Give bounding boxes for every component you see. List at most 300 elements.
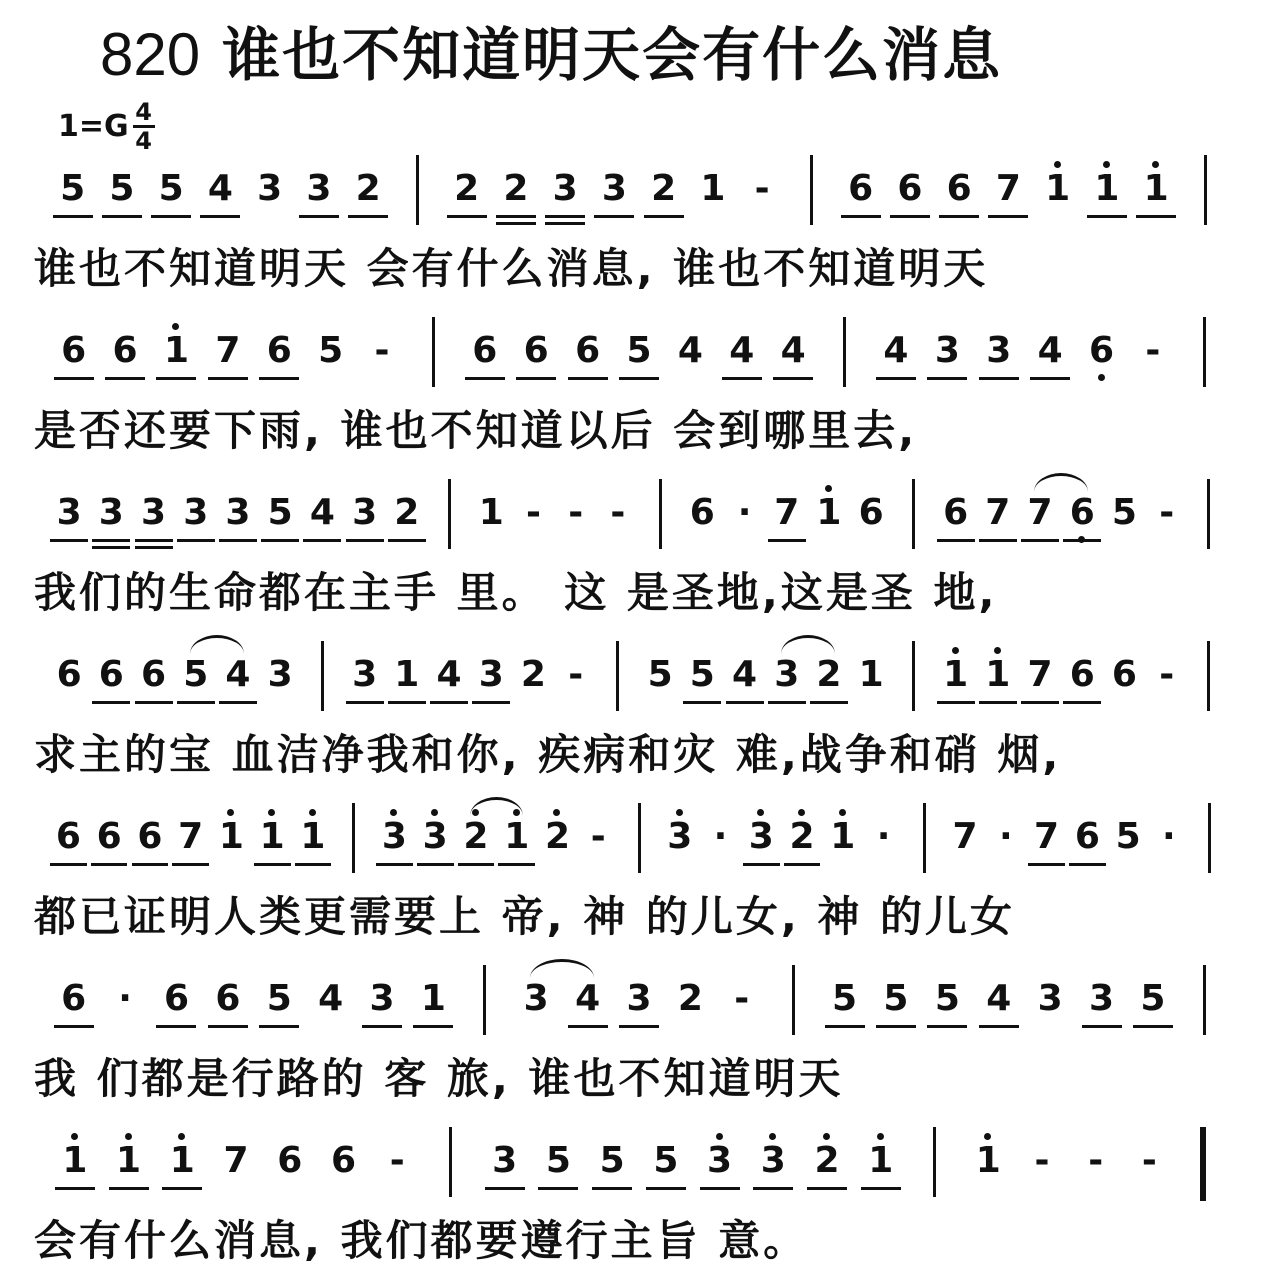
augmentation-dot: [105, 979, 145, 1019]
underline-eighth: [1136, 215, 1176, 218]
final-barline: [1200, 1127, 1206, 1201]
lyric-line: 我们的生命都在主手 里。 这 是圣地,这是圣 地,: [34, 568, 998, 617]
note-digit: 7: [985, 492, 1011, 533]
note-digit: 6: [472, 330, 498, 371]
song-title-text: 谁也不知道明天会有什么消息: [222, 21, 1003, 89]
dash: [1147, 493, 1187, 533]
underline-eighth: [516, 377, 556, 380]
note: [252, 817, 292, 857]
note-digit: 7: [223, 1140, 249, 1181]
underline-eighth: [743, 863, 780, 866]
barline: [659, 479, 662, 549]
octave-up-dot: [877, 1133, 884, 1140]
note: [49, 655, 89, 695]
octave-up-dot: [798, 809, 805, 816]
underline-eighth: [1021, 539, 1059, 542]
note-digit: 3: [492, 1140, 518, 1181]
octave-up-dot: [431, 809, 438, 816]
note: [809, 655, 849, 695]
note: [89, 817, 129, 857]
time-signature: [133, 97, 155, 155]
dash: [1076, 1141, 1116, 1181]
dash: [1129, 1141, 1169, 1181]
note-digit: 7: [215, 330, 241, 371]
note-digit: 5: [545, 1140, 571, 1181]
barline: [616, 641, 619, 711]
note-digit: 3: [98, 492, 124, 533]
note-digit: ·: [713, 816, 728, 857]
note-digit: 1: [1094, 168, 1120, 209]
note-digit: 6: [277, 1140, 303, 1181]
note: [387, 655, 427, 695]
underline-eighth: [50, 539, 88, 542]
octave-up-dot: [1152, 161, 1159, 168]
barline: [432, 317, 435, 387]
note: [988, 169, 1028, 209]
note-digit: 7: [1027, 654, 1053, 695]
note-digit: 1: [816, 492, 842, 533]
notation-line: [0, 317, 1280, 397]
note: [109, 1141, 149, 1181]
note: [1082, 979, 1122, 1019]
barline: [1203, 317, 1206, 387]
notation-line: [0, 803, 1280, 883]
augmentation-dot: [1149, 817, 1189, 857]
note: [496, 169, 536, 209]
note-digit: 6: [61, 330, 87, 371]
note-digit: 3: [626, 978, 652, 1019]
underline-eighth: [92, 701, 130, 704]
note-digit: 4: [986, 978, 1012, 1019]
note: [594, 169, 634, 209]
note-digit: 2: [520, 654, 546, 695]
note: [48, 817, 88, 857]
underline-eighth: [568, 1025, 608, 1028]
notation-line: [0, 479, 1280, 559]
underline-eighth: [162, 1187, 202, 1190]
note-digit: 6: [137, 816, 163, 857]
note: [725, 655, 765, 695]
slur-arc: [470, 797, 523, 816]
note-digit: ·: [1162, 816, 1176, 857]
note-digit: 5: [599, 1140, 625, 1181]
underline-eighth: [135, 539, 173, 542]
lyric-line: 会有什么消息, 我们都要遵行主旨 意。: [34, 1216, 809, 1265]
note-digit: 1: [858, 654, 884, 695]
note: [644, 169, 684, 209]
note: [156, 331, 196, 371]
underline-eighth: [430, 701, 468, 704]
note-digit: -: [568, 492, 584, 533]
note: [767, 493, 807, 533]
note-digit: 1: [830, 816, 856, 857]
underline-eighth: [876, 1025, 916, 1028]
note-digit: 1: [985, 654, 1011, 695]
note: [851, 493, 891, 533]
note: [485, 1141, 525, 1181]
barline: [912, 641, 915, 711]
augmentation-dot: [864, 817, 904, 857]
note-digit: 3: [183, 492, 209, 533]
underline-eighth: [592, 1187, 632, 1190]
note: [640, 655, 680, 695]
note: [134, 493, 174, 533]
note: [978, 493, 1018, 533]
note: [1038, 169, 1078, 209]
note: [592, 1141, 632, 1181]
score-system: [0, 803, 1280, 953]
note-digit: 6: [112, 330, 138, 371]
octave-down-dot: [1098, 374, 1105, 381]
note: [568, 979, 608, 1019]
note: [447, 169, 487, 209]
underline-eighth: [465, 377, 505, 380]
note: [660, 817, 700, 857]
note-digit: 3: [267, 654, 293, 695]
underline-eighth: [303, 539, 341, 542]
note-digit: 6: [98, 654, 124, 695]
note-digit: 4: [729, 330, 755, 371]
note: [646, 1141, 686, 1181]
note: [1027, 817, 1067, 857]
underline-eighth: [538, 1187, 578, 1190]
note: [54, 979, 94, 1019]
note-digit: 3: [369, 978, 395, 1019]
note-digit: -: [568, 654, 584, 695]
note-digit: 3: [986, 330, 1012, 371]
underline-eighth: [773, 377, 813, 380]
note-digit: 1: [62, 1140, 88, 1181]
barline: [321, 641, 324, 711]
barline: [1208, 803, 1211, 873]
note-digit: 3: [760, 1140, 786, 1181]
note: [200, 169, 240, 209]
note: [700, 1141, 740, 1181]
note: [807, 1141, 847, 1181]
note: [1062, 493, 1102, 533]
underline-eighth: [722, 377, 762, 380]
note: [825, 979, 865, 1019]
barline: [352, 803, 355, 873]
note-digit: 6: [141, 654, 167, 695]
underline-eighth: [807, 1187, 847, 1190]
octave-up-dot: [769, 1133, 776, 1140]
underline-eighth: [254, 863, 291, 866]
note-digit: 1: [975, 1140, 1001, 1181]
note-digit: 5: [626, 330, 652, 371]
note: [324, 1141, 364, 1181]
underline-eighth: [54, 377, 94, 380]
note-digit: -: [1159, 654, 1175, 695]
note-digit: 6: [163, 978, 189, 1019]
note-digit: 2: [355, 168, 381, 209]
underline-eighth: [219, 701, 257, 704]
score-system: [0, 155, 1280, 305]
note-digit: 2: [814, 1140, 840, 1181]
underline-eighth: [92, 539, 130, 542]
note-digit: -: [1159, 492, 1175, 533]
note-digit: 6: [1074, 816, 1100, 857]
octave-up-dot: [823, 1133, 830, 1140]
note: [208, 331, 248, 371]
note-digit: ·: [737, 492, 752, 533]
slur-arc: [190, 635, 244, 654]
note-digit: -: [610, 492, 626, 533]
note-digit: 5: [60, 168, 86, 209]
note-digit: -: [525, 492, 541, 533]
underline-eighth: [810, 701, 848, 704]
octave-up-dot: [309, 809, 316, 816]
underline-eighth: [105, 377, 145, 380]
note-digit: -: [734, 978, 750, 1019]
note-digit: 3: [774, 654, 800, 695]
score-system: [0, 965, 1280, 1115]
note: [1104, 493, 1144, 533]
underline-eighth: [768, 701, 806, 704]
underline-eighth: [200, 215, 240, 218]
note-digit: 3: [257, 168, 283, 209]
note: [471, 655, 511, 695]
dash: [1133, 331, 1173, 371]
octave-up-dot: [839, 809, 846, 816]
underline-eighth: [498, 863, 535, 866]
octave-up-dot: [268, 809, 275, 816]
note: [619, 331, 659, 371]
underline-eighth: [939, 215, 979, 218]
note-digit: 6: [1088, 330, 1115, 371]
note: [162, 1141, 202, 1181]
note-digit: 1: [169, 1140, 195, 1181]
underline-eighth: [988, 215, 1028, 218]
note-digit: 3: [1037, 978, 1063, 1019]
underline-eighth: [545, 215, 585, 218]
song-number: 820: [100, 21, 201, 88]
note-digit: 5: [653, 1140, 679, 1181]
note: [54, 331, 94, 371]
key-signature: [58, 96, 155, 156]
barline: [483, 965, 486, 1035]
note: [259, 331, 299, 371]
note: [134, 655, 174, 695]
underline-eighth: [890, 215, 930, 218]
note: [1133, 979, 1173, 1019]
slur-arc: [1034, 473, 1088, 492]
note: [722, 331, 762, 371]
barline: [638, 803, 641, 873]
underline-eighth: [683, 701, 721, 704]
note-digit: 2: [816, 654, 842, 695]
underline-eighth: [979, 701, 1017, 704]
note: [362, 979, 402, 1019]
note: [49, 493, 89, 533]
note-digit: 4: [225, 654, 251, 695]
note: [682, 655, 722, 695]
note-digit: 7: [1027, 492, 1053, 533]
lyric-line: 我 们都是行路的 客 旅, 谁也不知道明天: [34, 1054, 844, 1103]
underline-sixteenth: [545, 222, 585, 225]
octave-up-dot: [676, 809, 683, 816]
dash: [742, 169, 782, 209]
note-digit: 1: [259, 816, 285, 857]
underline-eighth: [346, 701, 384, 704]
dash: [362, 331, 402, 371]
note-digit: -: [590, 816, 606, 857]
barline: [1204, 155, 1207, 225]
note-digit: 1: [700, 168, 726, 209]
underline-eighth: [700, 1187, 740, 1190]
octave-up-dot: [994, 647, 1001, 654]
underline-eighth: [646, 1187, 686, 1190]
note: [497, 817, 537, 857]
dash: [556, 493, 596, 533]
underline-eighth: [1030, 377, 1070, 380]
notation-line: [0, 641, 1280, 721]
note: [216, 1141, 256, 1181]
note-digit: ·: [876, 816, 891, 857]
underline-eighth: [841, 215, 881, 218]
note: [619, 979, 659, 1019]
note-digit: 1: [478, 492, 504, 533]
note: [218, 493, 258, 533]
score-system: [0, 479, 1280, 629]
underline-eighth: [259, 1025, 299, 1028]
underline-eighth: [299, 215, 339, 218]
note: [936, 493, 976, 533]
octave-up-dot: [1054, 161, 1061, 168]
dash: [1147, 655, 1187, 695]
note: [374, 817, 414, 857]
note: [260, 493, 300, 533]
note-digit: -: [1034, 1140, 1050, 1181]
note-digit: 5: [266, 978, 292, 1019]
time-signature-bottom: 4: [135, 126, 152, 155]
note-digit: 7: [995, 168, 1021, 209]
note-digit: 1: [1045, 168, 1071, 209]
underline-eighth: [619, 1025, 659, 1028]
underline-eighth: [102, 215, 142, 218]
note-digit: -: [754, 168, 770, 209]
underline-eighth: [135, 701, 173, 704]
octave-up-dot: [172, 323, 179, 330]
note-digit: -: [374, 330, 390, 371]
octave-up-dot: [716, 1133, 723, 1140]
note: [876, 979, 916, 1019]
lyric-line: 求主的宝 血洁净我和你, 疾病和灾 难,战争和硝 烟,: [34, 730, 1062, 779]
dash: [722, 979, 762, 1019]
underline-eighth: [177, 539, 215, 542]
underline-eighth: [413, 1025, 453, 1028]
underline-eighth: [619, 377, 659, 380]
notation-line: [0, 155, 1280, 235]
slur-arc: [781, 635, 835, 654]
underline-eighth: [1028, 863, 1065, 866]
underline-eighth: [156, 377, 196, 380]
note-digit: 1: [943, 654, 969, 695]
note: [1030, 331, 1070, 371]
underline-eighth: [261, 539, 299, 542]
note-digit: 3: [552, 168, 578, 209]
barline: [933, 1127, 936, 1197]
note: [939, 169, 979, 209]
note-digit: 6: [215, 978, 241, 1019]
note-digit: 6: [946, 168, 972, 209]
note-digit: 6: [266, 330, 292, 371]
note: [302, 493, 342, 533]
underline-eighth: [447, 215, 487, 218]
score-system: [0, 641, 1280, 791]
note: [471, 493, 511, 533]
note: [1087, 169, 1127, 209]
note-digit: 6: [330, 1140, 357, 1181]
note: [978, 655, 1018, 695]
underline-eighth: [156, 1025, 196, 1028]
underline-eighth: [388, 539, 426, 542]
note: [259, 979, 299, 1019]
note: [176, 655, 216, 695]
note-digit: -: [389, 1140, 405, 1181]
note-digit: 1: [504, 816, 530, 857]
underline-eighth: [753, 1187, 793, 1190]
slur-arc: [530, 959, 593, 978]
note-digit: 3: [381, 816, 407, 857]
note: [538, 1141, 578, 1181]
note: [968, 1141, 1008, 1181]
note: [876, 331, 916, 371]
underline-eighth: [1082, 1025, 1122, 1028]
note: [1082, 331, 1122, 371]
note-digit: 6: [943, 492, 969, 533]
underline-eighth: [376, 863, 413, 866]
note-digit: 2: [503, 168, 529, 209]
note: [1062, 655, 1102, 695]
barline: [1203, 965, 1206, 1035]
note-digit: 6: [523, 330, 549, 371]
note: [516, 331, 556, 371]
note: [927, 331, 967, 371]
note: [311, 979, 351, 1019]
barline: [843, 317, 846, 387]
note: [782, 817, 822, 857]
note-digit: 2: [394, 492, 420, 533]
note: [741, 817, 781, 857]
underline-eighth: [295, 863, 332, 866]
note-digit: 4: [883, 330, 909, 371]
note: [130, 817, 170, 857]
score-system: [0, 1127, 1280, 1277]
underline-eighth: [1133, 1025, 1173, 1028]
note: [670, 331, 710, 371]
lyric-line: 都已证明人类更需要上 帝, 神 的儿女, 神 的儿女: [34, 892, 1016, 941]
note: [1030, 979, 1070, 1019]
note-digit: 7: [774, 492, 800, 533]
note-digit: 2: [454, 168, 480, 209]
note-digit: 3: [523, 978, 549, 1019]
note-digit: 4: [207, 168, 233, 209]
note: [429, 655, 469, 695]
underline-eighth: [1087, 215, 1127, 218]
underline-eighth: [979, 377, 1019, 380]
key-label: 1=G: [58, 108, 129, 144]
note-digit: 3: [667, 816, 693, 857]
underline-eighth: [594, 215, 634, 218]
note: [348, 169, 388, 209]
note: [841, 169, 881, 209]
note-digit: 5: [883, 978, 909, 1019]
note-digit: 4: [575, 978, 601, 1019]
note: [537, 817, 577, 857]
underline-eighth: [54, 1025, 94, 1028]
note-digit: 6: [56, 654, 82, 695]
